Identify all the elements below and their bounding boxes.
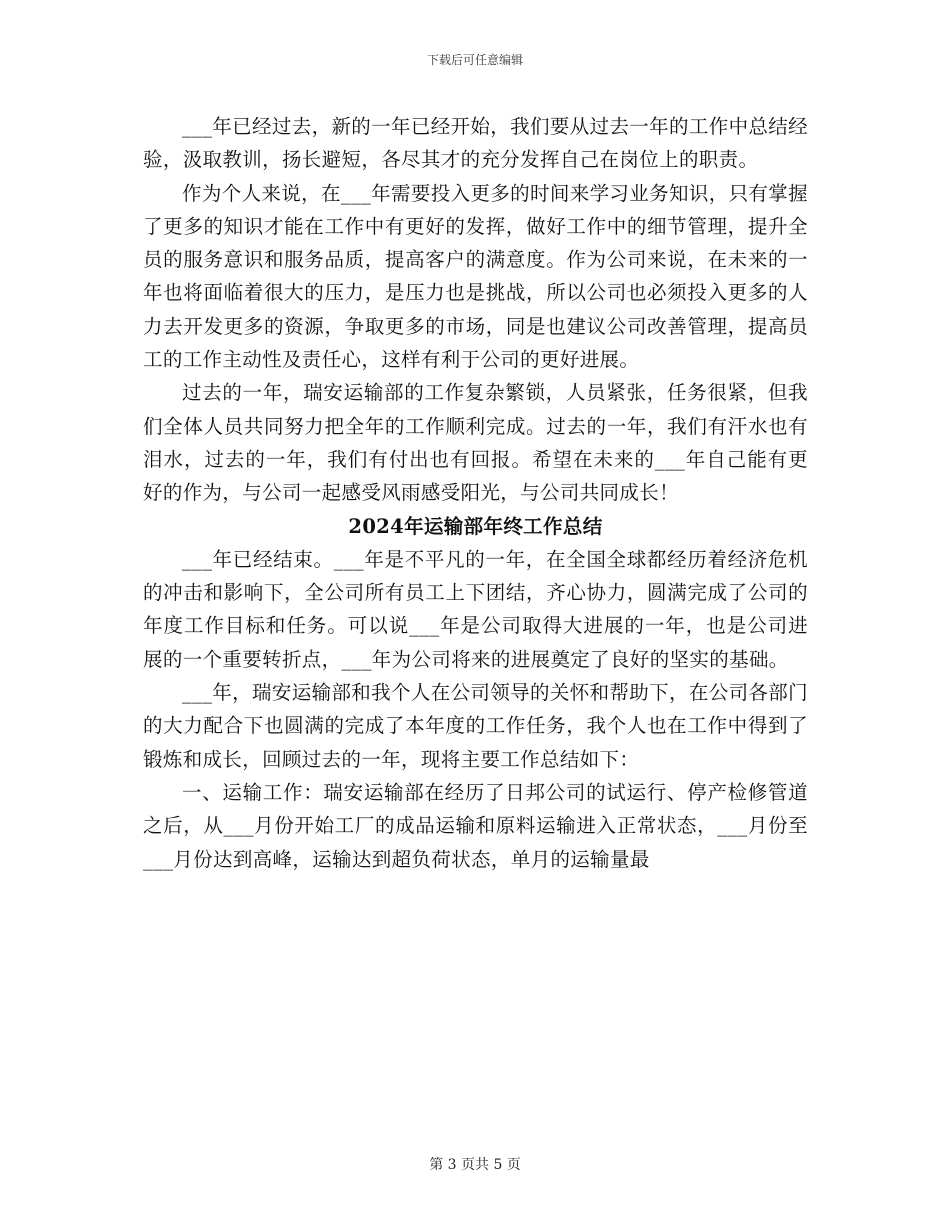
paragraph-5: ___年，瑞安运输部和我个人在公司领导的关怀和帮助下，在公司各部门的大力配合下也圆满的完成了本年度的工作任务，我个人也在工作中得到了锻炼和成长，回顾过去的一年，现将主要工作总结如下： <box>143 681 808 771</box>
paragraph-6: 一、运输工作：瑞安运输部在经历了日邦公司的试运行、停产检修管道之后，从___月份开始工厂的成品运输和原料运输进入正常状态，___月份至___月份达到高峰，运输达到超负荷状态，单月的运输量最 <box>143 780 808 871</box>
paragraph-1: ___年已经过去，新的一年已经开始，我们要从过去一年的工作中总结经验，汲取教训，扬长避短，各尽其才的充分发挥自己在岗位上的职责。 <box>143 115 808 172</box>
paragraph-4: ___年已经结束。___年是不平凡的一年，在全国全球都经历着经济危机的冲击和影响下，全公司所有员工上下团结，齐心协力，圆满完成了公司的年度工作目标和任务。可以说___年是公司取得大进展的一年，也是公司进展的一个重要转折点，___年为公司将来的进展奠定了良好的坚实的基础。 <box>143 547 808 671</box>
document-body <box>143 110 808 876</box>
section-heading: 2024年运输部年终工作总结 <box>348 514 603 538</box>
paragraph-2: 作为个人来说，在___年需要投入更多的时间来学习业务知识，只有掌握了更多的知识才能在工作中有更好的发挥，做好工作中的细节管理，提升全员的服务意识和服务品质，提高客户的满意度。作为公司来说，在未来的一年也将面临着很大的压力，是压力也是挑战，所以公司也必须投入更多的人力去开发更多的资源，争取更多的市场，同是也建议公司改善管理，提高员工的工作主动性及责任心，这样有利于公司的更好进展。 <box>143 181 808 372</box>
page-footer: 第 3 页共 5 页 <box>429 1157 521 1173</box>
paragraph-3: 过去的一年，瑞安运输部的工作复杂繁锁，人员紧张，任务很紧，但我们全体人员共同努力把全年的工作顺利完成。过去的一年，我们有汗水也有泪水，过去的一年，我们有付出也有回报。希望在未来的___年自己能有更好的作为，与公司一起感受风雨感受阳光，与公司共同成长！ <box>143 381 808 505</box>
page-header: 下载后可任意编辑 <box>426 53 523 67</box>
